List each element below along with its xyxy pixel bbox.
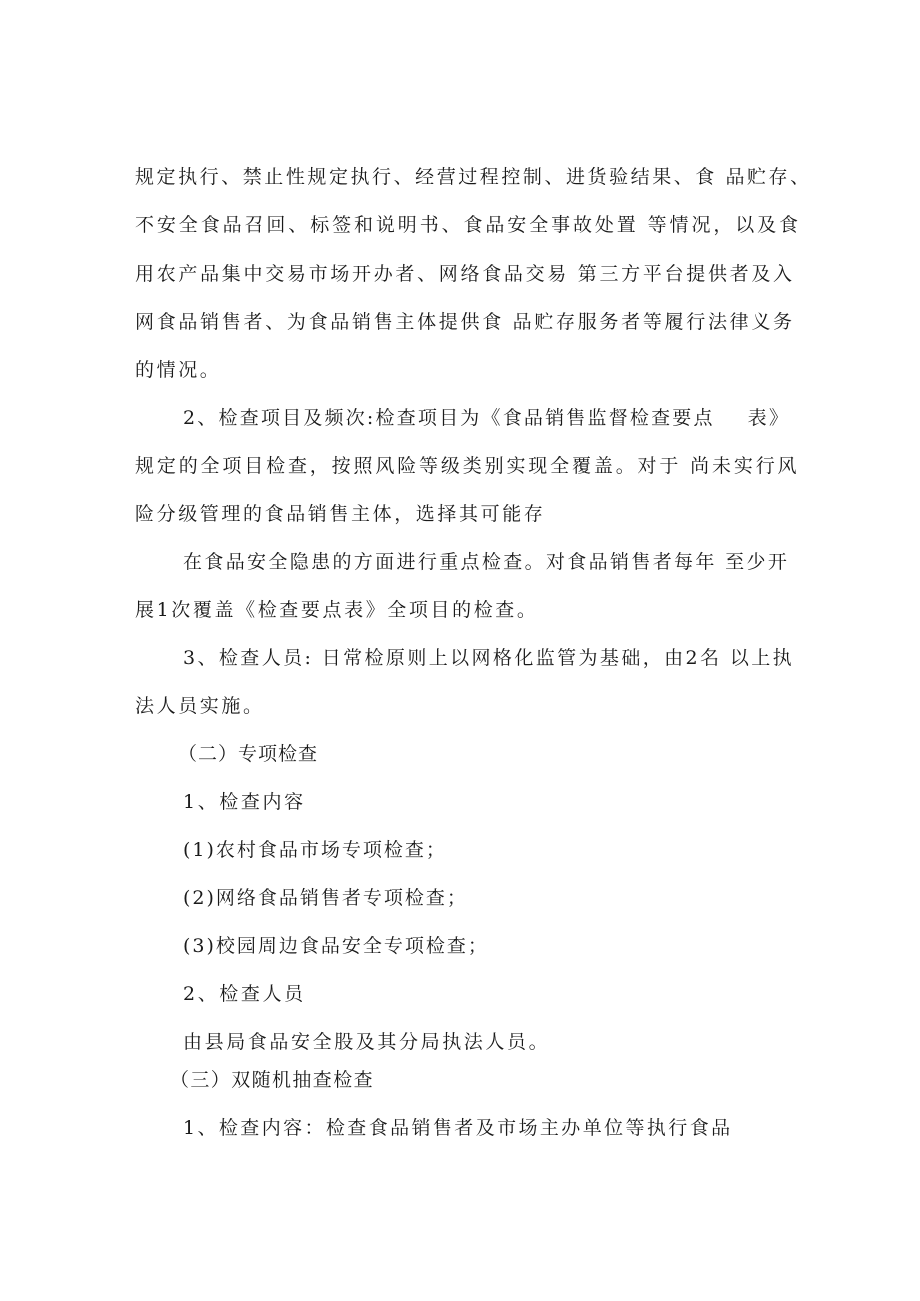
item-2-line-4: 在食品安全隐患的方面进行重点检查。对食品销售者每年 至少开	[183, 551, 790, 573]
special-item-2-text: 由县局食品安全股及其分局执法人员。	[183, 1031, 551, 1053]
special-subitem-1: (1)农村食品市场专项检查；	[183, 839, 447, 861]
body-line-3: 用农产品集中交易市场开办者、网络食品交易 第三方平台提供者及入	[135, 263, 795, 285]
section-heading-double-random-inspection: （三）双随机抽查检查	[170, 1069, 375, 1091]
item-2-line-2: 规定的全项目检查，按照风险等级类别实现全覆盖。对于 尚未实行风	[135, 455, 800, 477]
special-item-2-heading: 2、检查人员	[183, 983, 306, 1005]
special-subitem-2: (2)网络食品销售者专项检查；	[183, 887, 468, 909]
body-line-1: 规定执行、禁止性规定执行、经营过程控制、进货验结果、食 品贮存、	[135, 166, 812, 188]
item-3-line-1: 3、检查人员: 日常检原则上以网格化监管为基础，由2名 以上执	[183, 647, 795, 669]
special-subitem-3: (3)校园周边食品安全专项检查；	[183, 935, 489, 957]
item-2-line-5: 展1次覆盖《检查要点表》全项目的检查。	[135, 599, 539, 621]
body-line-5: 的情况。	[135, 359, 222, 381]
body-line-4: 网食品销售者、为食品销售主体提供食 品贮存服务者等履行法律义务	[135, 311, 795, 333]
random-item-1-line-1: 1、检查内容：检查食品销售者及市场主办单位等执行食品	[183, 1117, 733, 1139]
body-line-2: 不安全食品召回、标签和说明书、食品安全事故处置 等情况，以及食	[135, 214, 801, 236]
item-2-line-3: 险分级管理的食品销售主体，选择其可能存	[135, 503, 546, 525]
item-3-line-2: 法人员实施。	[135, 695, 265, 717]
item-2-heading-line-1: 2、检查项目及频次:检查项目为《食品销售监督检查要点 表》	[183, 407, 791, 429]
section-heading-special-inspection: （二）专项检查	[178, 743, 319, 765]
special-item-1-heading: 1、检查内容	[183, 791, 306, 813]
